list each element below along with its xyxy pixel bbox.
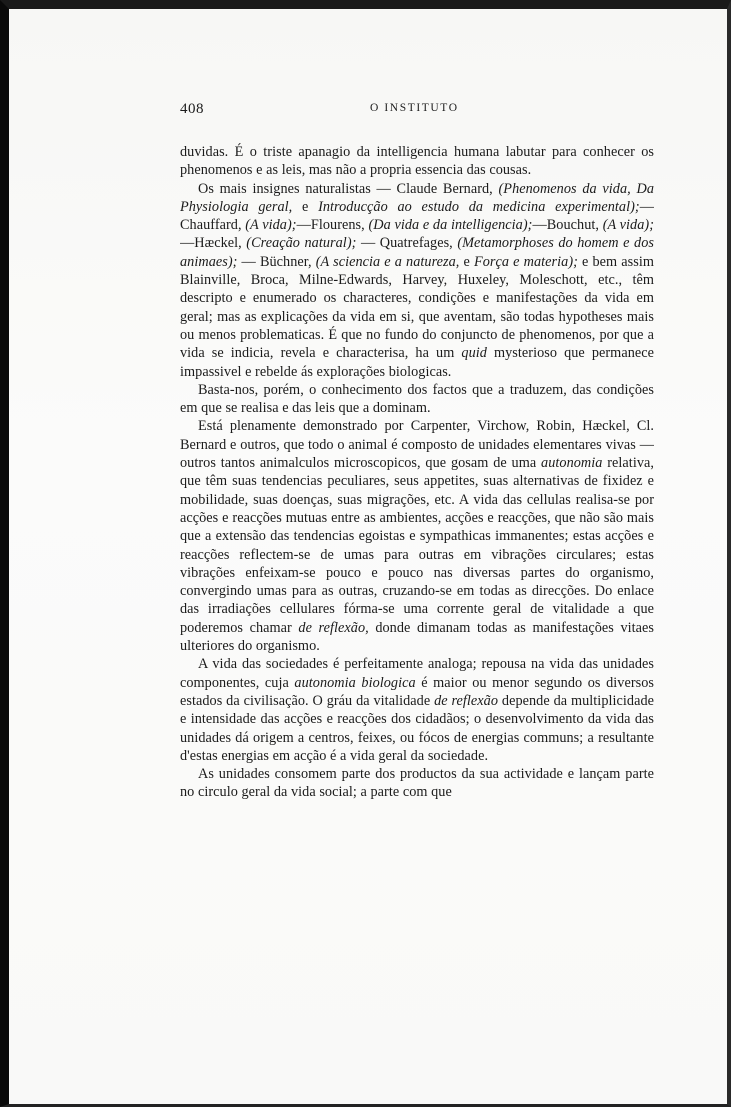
text-run: Está plenamente demonstrado por Carpenter, Virchow, Robin, Hæckel, Cl. Bernard e outros, que todo o animal é composto de unidades elementares vivas — outros tantos animalculos microscopicos, que gosam de uma: [180, 418, 654, 472]
text-run: e bem assim Blainville, Broca, Milne-Edwards, Harvey, Huxeley, Moleschott, etc., têm descripto e enumerado os characteres, condições e manifestações da vida em geral; mas as explicações da vida em si, que aventam, são todas hypotheses mais ou menos problematicas. É que no fundo do conjuncto de phenomenos, por que a vida se indicia, revela e characterisa, ha um: [180, 253, 654, 362]
text-run: —Hæckel,: [180, 235, 247, 252]
text-run: As unidades consomem parte dos productos da sua actividade e lançam parte no circulo geral da vida social; a parte com que: [180, 766, 654, 801]
italic-run: autonomia: [541, 455, 603, 472]
text-run: — Büchner,: [237, 253, 316, 270]
italic-run: quid: [461, 345, 487, 362]
italic-run: Força e materia);: [474, 253, 578, 270]
text-run: Basta-nos, porém, o conhecimento dos factos que a traduzem, das condições em que se realisa e das leis que a dominam.: [180, 381, 654, 417]
italic-run: autonomia biologica: [294, 674, 416, 691]
text-run: relativa, que têm suas tendencias peculiares, seus appetites, suas alternativas de fixidez e mobilidade, suas doenças, suas migrações, etc. A vida das cellulas realisa-se por acções e reacções mutuas entre as ambientes, acções e reacções, que não são mais que a extensão das tendencias egoistas e sympathicas immanentes; estas acções e reacções reflectem-se de umas para outras em vibrações circulares; estas vibrações enfeixam-se pouco e pouco nas diversas partes do organismo, convergindo umas para as outras, cruzando-se em todas as direcções. Do enlace das irradiações cellulares fórma-se uma corrente geral de vitalidade a que poderemos chamar: [180, 455, 654, 636]
text-run: duvidas. É o triste apanagio da intelligencia humana labutar para conhecer os phenomenos e as leis, mas não a propria essencia das cousas.: [180, 144, 654, 179]
italic-run: Introducção ao estudo da medicina experimental);: [318, 198, 640, 215]
italic-run: (A sciencia e a natureza,: [315, 253, 460, 270]
paragraph: [180, 143, 654, 180]
text-run: é maior ou menor segundo os diversos estados da civilisação. O gráu da vitalidade: [180, 674, 654, 709]
paragraph: [180, 381, 654, 418]
paragraph: [180, 180, 654, 381]
text-run: donde dimanam todas as manifestações vitaes ulteriores do organismo.: [180, 619, 654, 655]
page-header: [180, 101, 654, 121]
italic-run: (A vida);: [245, 217, 297, 234]
text-run: mysterioso que permanece impassivel e rebelde ás explorações biologicas.: [180, 345, 654, 380]
italic-run: (Metamorphoses do homem e dos animaes);: [180, 235, 654, 270]
book-page: [180, 101, 654, 961]
text-run: A vida das sociedades é perfeitamente analoga; repousa na vida das unidades componentes, cuja: [180, 656, 654, 691]
italic-run: (Phenomenos da vida, Da Physiologia geral,: [180, 180, 654, 215]
italic-run: (A vida);: [602, 217, 654, 234]
running-title: O INSTITUTO: [370, 102, 459, 114]
text-run: depende da multiplicidade e intensidade das acções e reacções dos cidadãos; o desenvolvimento da vida das unidades dá origem a centros, feixes, ou fócos de energias communs; a resultante d'estas energias em acção é a vida geral da sociedade.: [180, 692, 654, 764]
italic-run: de reflexão: [434, 692, 499, 709]
text-run: —Bouchut,: [532, 217, 603, 234]
page-number: 408: [180, 101, 204, 117]
text-run: — Quatrefages,: [356, 235, 458, 252]
italic-run: (Da vida e da intelligencia);: [368, 217, 533, 234]
paragraph: [180, 765, 654, 802]
italic-run: de reflexão,: [298, 619, 369, 636]
text-run: Os mais insignes naturalistas — Claude Bernard,: [198, 180, 499, 197]
paragraph: [180, 655, 654, 765]
text-run: e: [459, 253, 474, 270]
text-run: —Chauffard,: [180, 198, 654, 234]
text-run: —Flourens,: [296, 217, 369, 234]
italic-run: (Creação natural);: [246, 235, 357, 252]
paragraph: [180, 417, 654, 655]
text-run: e: [292, 198, 319, 215]
body-text: [180, 143, 654, 802]
